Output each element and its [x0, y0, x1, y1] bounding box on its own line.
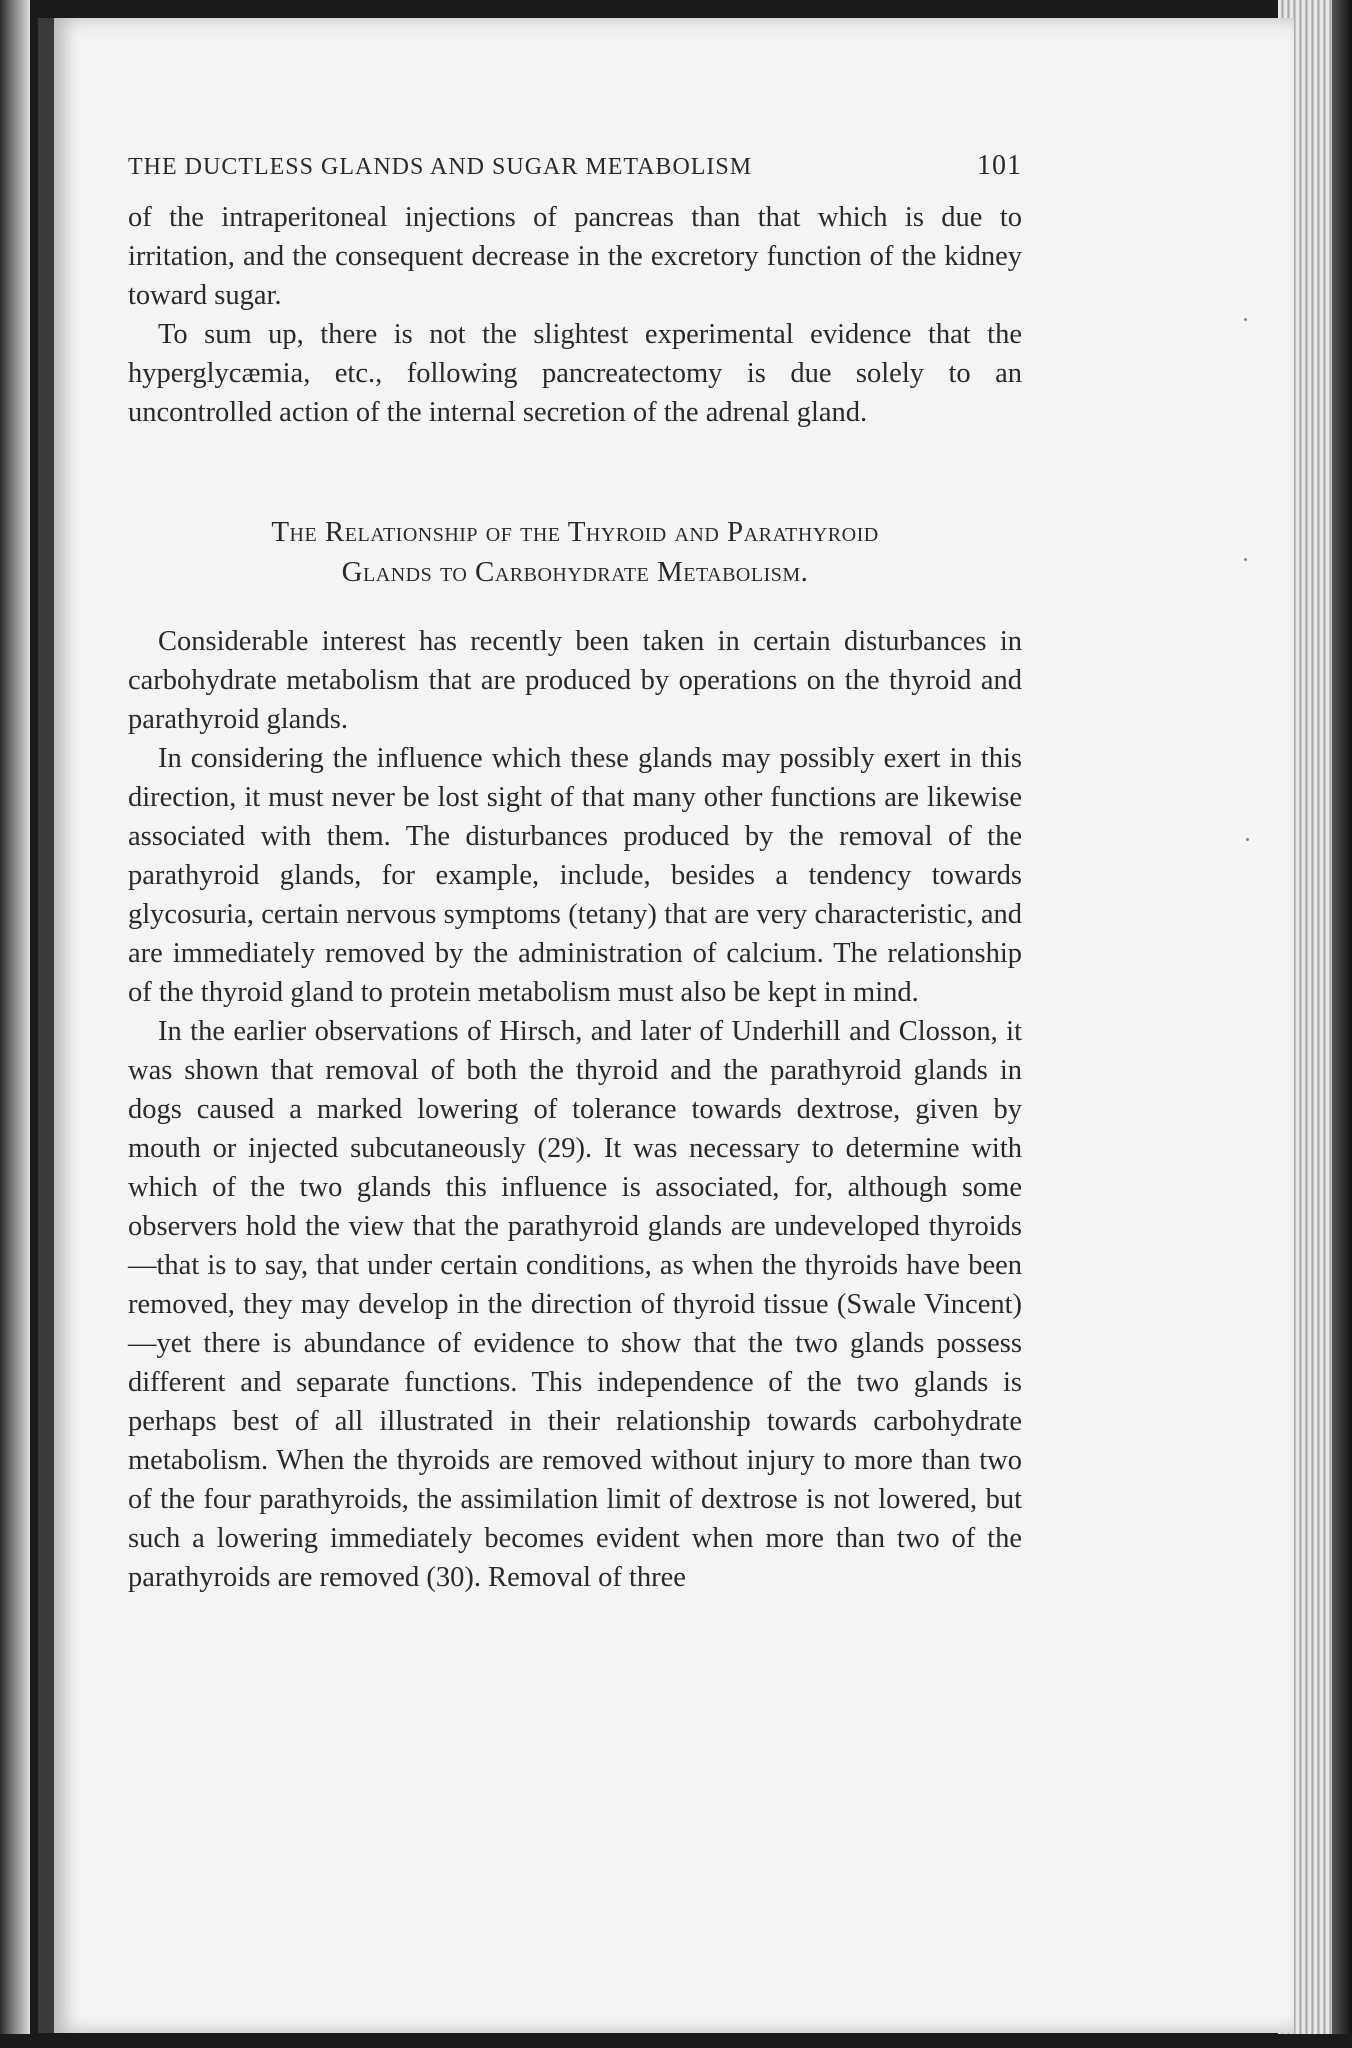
page-number: 101: [977, 150, 1022, 181]
binding-edge-left: [0, 0, 30, 2048]
section-heading-line: Glands to Carbohydrate Metabolism.: [341, 556, 809, 588]
paragraph: of the intraperitoneal injections of pancreas than that which is due to irritation, and the consequent decrease in the excretory function of the kidney toward sugar.: [128, 202, 1022, 311]
scan-bottom-edge: [0, 2034, 1352, 2048]
scan-speck: [1244, 558, 1247, 561]
scan-speck: [1244, 318, 1247, 321]
paragraph: To sum up, there is not the slightest experimental evidence that the hyperglycæmia, etc., following pancreatectomy is due solely to an uncontrolled action of the internal secretion of the adrenal gland.: [128, 319, 1022, 428]
paragraph: In the earlier observations of Hirsch, and later of Underhill and Closson, it was shown that removal of both the thyroid and the parathyroid glands in dogs caused a marked lowering of tolerance towards dextrose, given by mouth or injected subcutaneously (29). It was necessary to determine with which of the two glands this influence is associated, for, although some observers hold the view that the parathyroid glands are undeveloped thyroids—that is to say, that under certain conditions, as when the thyroids have been removed, they may develop in the direction of thyroid tissue (Swale Vincent)—yet there is abundance of evidence to show that the two glands possess different and separate functions. This independence of the two glands is perhaps best of all illustrated in their relationship towards carbohydrate metabolism. When the thyroids are removed without injury to more than two of the four parathyroids, the assimilation limit of dextrose is not lowered, but such a lowering immediately becomes evident when more than two of the parathyroids are removed (30). Removal of three: [128, 1016, 1022, 1593]
section-heading-line: The Relationship of the Thyroid and Parathyroid: [271, 516, 879, 548]
running-head: [128, 150, 1022, 182]
section-heading: [128, 512, 1022, 592]
page-content: [128, 150, 1022, 1597]
book-cover-edge: [1332, 0, 1352, 2048]
paragraph: Considerable interest has recently been taken in certain disturbances in carbohydrate metabolism that are produced by operations on the thyroid and parathyroid glands.: [128, 626, 1022, 735]
running-head-title: THE DUCTLESS GLANDS AND SUGAR METABOLISM: [128, 154, 753, 180]
scan-speck: [1246, 838, 1249, 841]
paragraph: In considering the influence which these glands may possibly exert in this direction, it must never be lost sight of that many other functions are likewise associated with them. The disturbances produced by the removal of the parathyroid glands, for example, include, besides a tendency towards glycosuria, certain nervous symptoms (tetany) that are very characteristic, and are immediately removed by the administration of calcium. The relationship of the thyroid gland to protein metabolism must also be kept in mind.: [128, 743, 1022, 1008]
